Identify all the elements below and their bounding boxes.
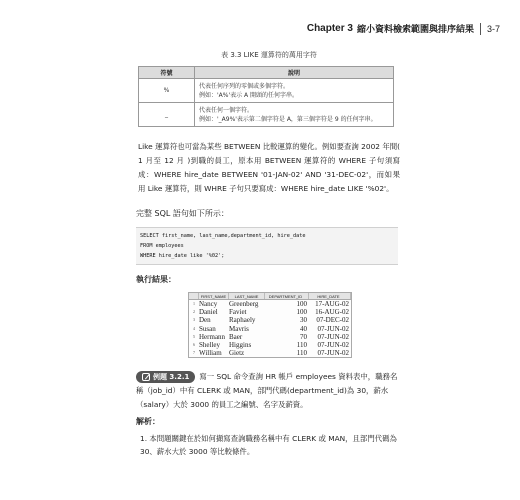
- result-cell: Faviet: [229, 308, 247, 317]
- example-block: [136, 370, 398, 412]
- chapter-title: 縮小資料檢索範圍與排序結果: [356, 25, 474, 35]
- chapter-label: Chapter 3: [306, 23, 353, 34]
- row-number: 2: [193, 309, 195, 315]
- result-header: [189, 293, 351, 300]
- row-number: 7: [193, 350, 195, 356]
- result-row: [189, 325, 351, 333]
- result-cell: 30: [300, 316, 307, 325]
- result-row: [189, 333, 351, 341]
- result-cell: 110: [296, 340, 307, 349]
- page-number: 3-7: [486, 23, 500, 34]
- result-cell: Raphaely: [229, 316, 256, 325]
- solution-label: 解析：: [136, 417, 160, 426]
- header-divider: [480, 23, 481, 35]
- example-badge: [136, 371, 195, 383]
- row-number: 3: [193, 317, 195, 323]
- result-column-header: FIRST_NAME: [199, 293, 229, 299]
- result-cell: Baer: [229, 332, 243, 341]
- query-result-grid: [188, 292, 352, 358]
- result-cell: 100: [296, 308, 307, 317]
- result-cell: 110: [296, 349, 307, 358]
- symbol-cell: %: [139, 79, 195, 103]
- code-line: SELECT first_name, last_name,department_id, hire_date: [140, 233, 306, 239]
- result-cell: 16-AUG-02: [315, 308, 349, 317]
- description-example: 例如：'A%'表示 A 開頭的任何字串。: [199, 91, 299, 99]
- result-cell: Den: [199, 316, 211, 325]
- description-cell: [195, 103, 394, 127]
- page-header: [307, 22, 500, 35]
- result-row: [189, 308, 351, 316]
- table-header-symbol: 符號: [139, 67, 195, 79]
- result-column-header: LAST_NAME: [229, 293, 265, 299]
- result-cell: 40: [300, 324, 307, 333]
- result-cell: Daniel: [199, 308, 218, 317]
- pencil-icon: [142, 373, 150, 381]
- table-row: [139, 79, 394, 103]
- result-cell: Higgins: [229, 340, 252, 349]
- wildcard-table: [138, 66, 394, 127]
- result-cell: Nancy: [199, 300, 218, 308]
- result-cell: 100: [296, 300, 307, 308]
- sql-intro: 完整 SQL 語句如下所示：: [136, 209, 229, 218]
- result-cell: 70: [300, 332, 307, 341]
- description-line: 代表任何序列的零個或多個字符。: [199, 82, 290, 90]
- run-result-label: 執行結果：: [136, 275, 176, 284]
- result-cell: 17-AUG-02: [315, 300, 349, 308]
- code-line: WHERE hire_date like '%02';: [140, 253, 225, 259]
- answer-text: 1. 本問題關鍵在於如何擷寫查詢職務名稱中有 CLERK 或 MAN，且部門代碼為 30、薪水大於 3000 等比較條件。: [140, 434, 397, 456]
- result-cell: Greenberg: [229, 300, 259, 308]
- result-cell: William: [199, 349, 222, 358]
- row-number: 1: [193, 301, 195, 306]
- result-row: [189, 341, 351, 349]
- result-cell: Shelley: [199, 340, 220, 349]
- result-column-header: HIRE_DATE: [309, 293, 351, 299]
- description-example: 例如：'_A9%'表示第二個字符是 A，第三個字符是 9 的任何字串。: [199, 115, 377, 123]
- example-text: 寫一 SQL 命令查詢 HR 帳戶 employees 資料表中，職務名稱（job_id）中有 CLERK 或 MAN，部門代碼(department_id)為 30，薪水（salary）大於 3000 的員工之編號、名字及薪資。: [136, 372, 398, 409]
- result-cell: Gietz: [229, 349, 245, 358]
- result-row: [189, 349, 351, 357]
- result-cell: Hermann: [199, 332, 226, 341]
- description-line: 代表任何一個字符。: [199, 106, 254, 114]
- code-line: FROM employees: [140, 243, 184, 249]
- row-number-header: [189, 293, 199, 299]
- result-cell: Mavris: [229, 324, 249, 333]
- table-header-description: 說明: [195, 67, 394, 79]
- example-badge-label: 例題 3.2.1: [153, 373, 190, 381]
- result-row: [189, 316, 351, 324]
- result-cell: 07-DEC-02: [316, 316, 349, 325]
- result-rows: [189, 300, 351, 357]
- row-number: 5: [193, 333, 195, 339]
- result-cell: 07-JUN-02: [317, 349, 349, 358]
- code-block: [136, 227, 398, 265]
- result-row: [189, 300, 351, 308]
- table-caption: 表 3.3 LIKE 運算符的萬用字符: [221, 51, 317, 59]
- result-cell: 07-JUN-02: [317, 324, 349, 333]
- description-cell: [195, 79, 394, 103]
- row-number: 6: [193, 341, 195, 347]
- symbol-cell: _: [139, 103, 195, 127]
- row-number: 4: [193, 325, 195, 331]
- result-cell: 07-JUN-02: [317, 340, 349, 349]
- result-cell: 07-JUN-02: [317, 332, 349, 341]
- result-column-header: DEPARTMENT_ID: [265, 293, 309, 299]
- result-cell: Susan: [199, 324, 216, 333]
- table-row: [139, 103, 394, 127]
- body-paragraph: Like 運算符也可當為某些 BETWEEN 比較運算的變化。例如要查詢 2002 年間( 1 月至 12 月 )到職的員工，原本用 BETWEEN 運算符的 WHERE 子句須寫成：WHERE hire_date BETWEEN '01-JAN-02' AND '31-DEC-02'，而如果用 Like 運算符，則 WHRE 子句只要寫成：WHERE hire_date LIKE '%02'。: [138, 142, 400, 193]
